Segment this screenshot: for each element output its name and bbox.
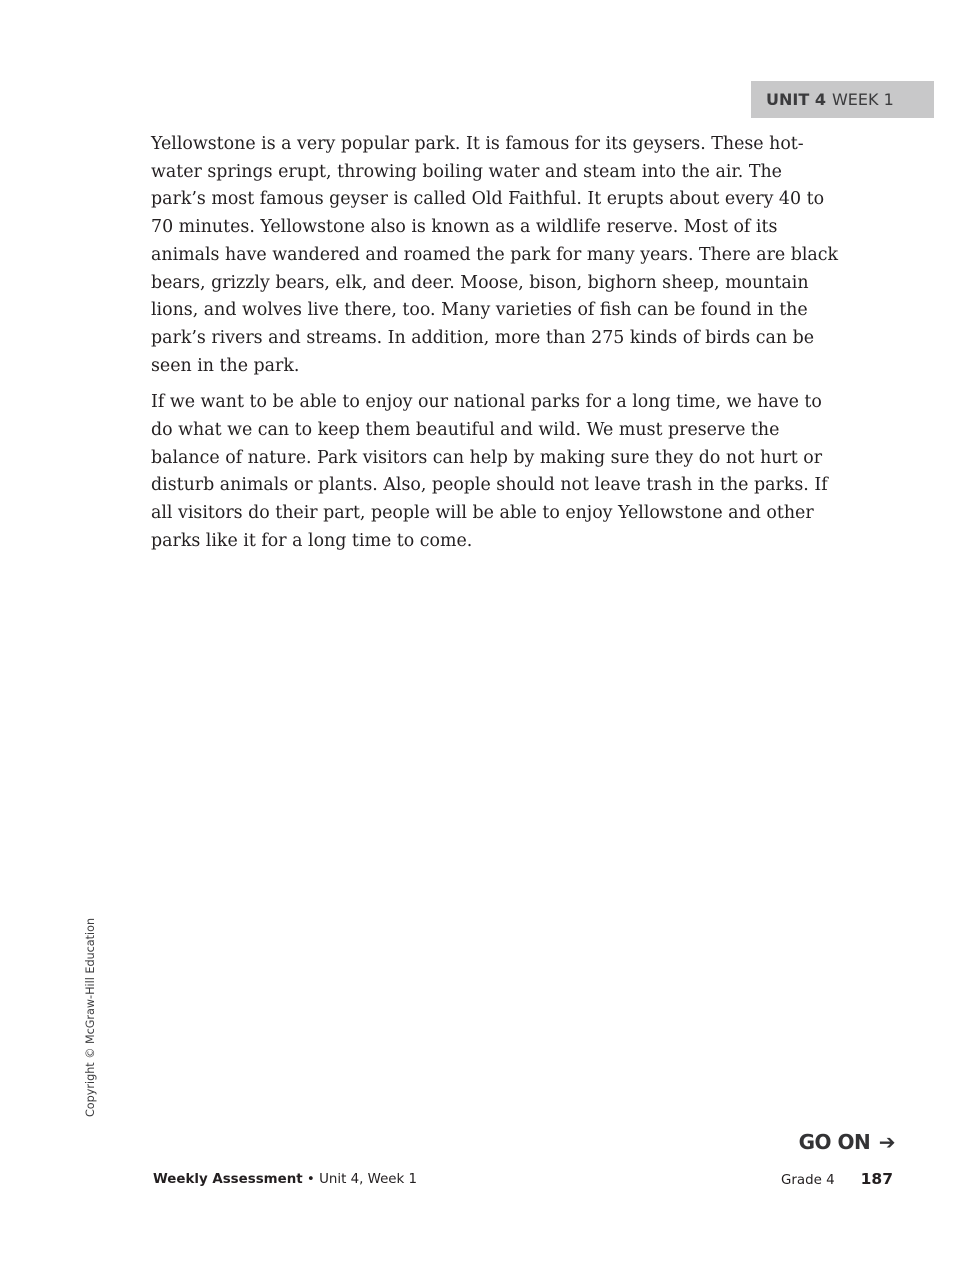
passage-paragraph-2: If we want to be able to enjoy our national parks for a long time, we have to do what we can to keep them beautiful and wild. We must preserve the balance of nature. Park visitors can help by making sure they do not hurt or disturb animals or plants. Also, people should not leave trash in the parks. If all visitors do their part, people will be able to enjoy Yellowstone and other parks like it for a long time to come. xyxy=(151,392,828,551)
week-label: WEEK 1 xyxy=(831,90,894,109)
copyright-notice: Copyright © McGraw-Hill Education xyxy=(84,917,97,1117)
footer-page-info xyxy=(781,1168,893,1192)
arrow-right-icon: ➔ xyxy=(878,1130,895,1154)
unit-week-text: Unit 4, Week 1 xyxy=(319,1172,418,1187)
passage-paragraph-1: Yellowstone is a very popular park. It is famous for its geysers. These hot-water springs erupt, throwing boiling water and steam into the air. The park’s most famous geyser is called Old Faithful. It erupts about every 40 to 70 minutes. Yellowstone also is known as a wildlife reserve. Most of its animals have wandered and roamed the park for many years. There are black bears, grizzly bears, elk, and deer. Moose, bison, bighorn sheep, mountain lions, and wolves live there, too. Many varieties of fish can be found in the park’s rivers and streams. In addition, more than 275 kinds of birds can be seen in the park. xyxy=(151,134,839,376)
reading-passage xyxy=(151,131,841,565)
unit-label: UNIT 4 xyxy=(766,90,826,109)
unit-week-tab xyxy=(751,81,934,118)
grade-label: Grade 4 xyxy=(781,1173,835,1188)
footer-assessment-info xyxy=(153,1170,417,1190)
assessment-title: Weekly Assessment xyxy=(153,1172,303,1187)
go-on-prompt xyxy=(799,1128,895,1156)
footer-separator: • xyxy=(302,1172,320,1187)
page-number: 187 xyxy=(860,1170,893,1188)
go-on-label: GO ON xyxy=(798,1130,871,1154)
